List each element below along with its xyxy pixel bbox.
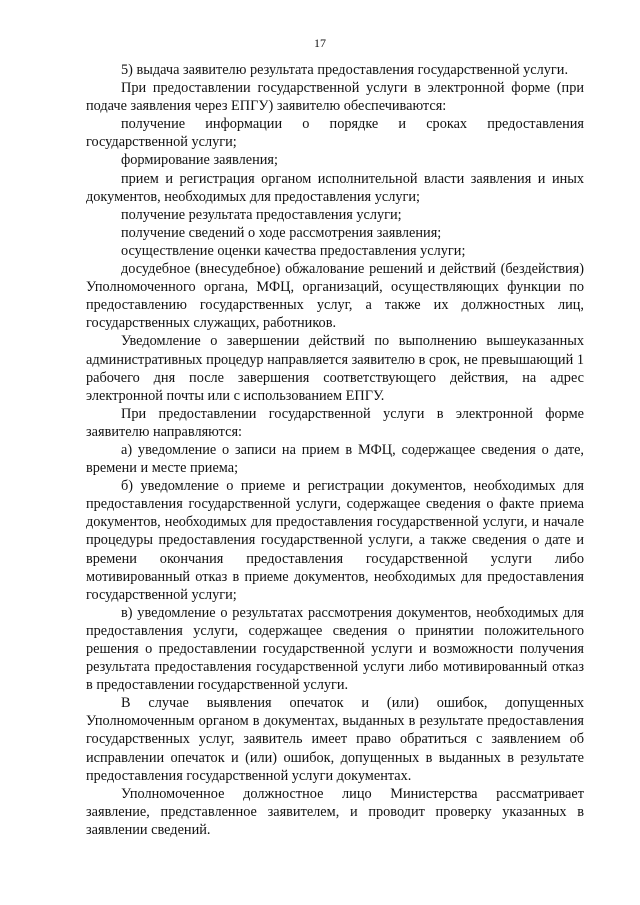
paragraph: досудебное (внесудебное) обжалование решений и действий (бездействия) Уполномоченного органа, МФЦ, организаций, осуществляющих функции по предоставлению государственных услуг, а также их должностных лиц, государственных служащих, работников. xyxy=(86,261,584,332)
paragraph: При предоставлении государственной услуги в электронной форме заявителю направляются: xyxy=(86,405,584,440)
paragraph: При предоставлении государственной услуги в электронной форме (при подаче заявления через ЕПГУ) заявителю обеспечиваются: xyxy=(86,80,584,115)
paragraph: б) уведомление о приеме и регистрации документов, необходимых для предоставления государственной услуги, содержащее сведения о факте приема документов, необходимых для предоставления государственной услуги, и начале процедуры предоставления государственной услуги, а также сведения о дате и времени окончания предоставления государственной услуги либо мотивированный отказ в приеме документов, необходимых для предоставления государственной услуги; xyxy=(86,478,584,603)
page-number: 17 xyxy=(314,36,326,50)
paragraph: получение сведений о ходе рассмотрения заявления; xyxy=(121,224,442,241)
paragraph: В случае выявления опечаток и (или) ошибок, допущенных Уполномоченным органом в документах, выданных в результате предоставления государственных услуг, заявитель имеет право обратиться с заявлением об исправлении опечаток и (или) ошибок, допущенных в выданных в результате предоставления государственной услуги документах. xyxy=(86,695,584,784)
document-body xyxy=(86,61,584,839)
paragraph: Уполномоченное должностное лицо Министерства рассматривает заявление, представленное заявителем, и проводит проверку указанных в заявлении сведений. xyxy=(86,785,584,838)
paragraph: формирование заявления; xyxy=(121,152,278,169)
paragraph: Уведомление о завершении действий по выполнению вышеуказанных административных процедур направляется заявителю в срок, не превышающий 1 рабочего дня после завершения соответствующего действия, на адрес электронной почты или с использованием ЕПГУ. xyxy=(86,333,584,404)
paragraph: осуществление оценки качества предоставления услуги; xyxy=(121,242,466,259)
paragraph: получение информации о порядке и сроках предоставления государственной услуги; xyxy=(86,116,584,151)
paragraph: а) уведомление о записи на прием в МФЦ, содержащее сведения о дате, времени и месте приема; xyxy=(86,441,584,477)
paragraph: получение результата предоставления услуги; xyxy=(121,206,402,223)
paragraph: прием и регистрация органом исполнительной власти заявления и иных документов, необходимых для предоставления услуги; xyxy=(86,170,584,205)
paragraph: 5) выдача заявителю результата предоставления государственной услуги. xyxy=(121,62,569,78)
paragraph: в) уведомление о результатах рассмотрения документов, необходимых для предоставления услуги, содержащее сведения о принятии положительного решения о предоставлении государственной услуги и возможности получения результата предоставления государственной услуги либо мотивированный отказ в предоставлении государственной услуги. xyxy=(86,604,584,694)
